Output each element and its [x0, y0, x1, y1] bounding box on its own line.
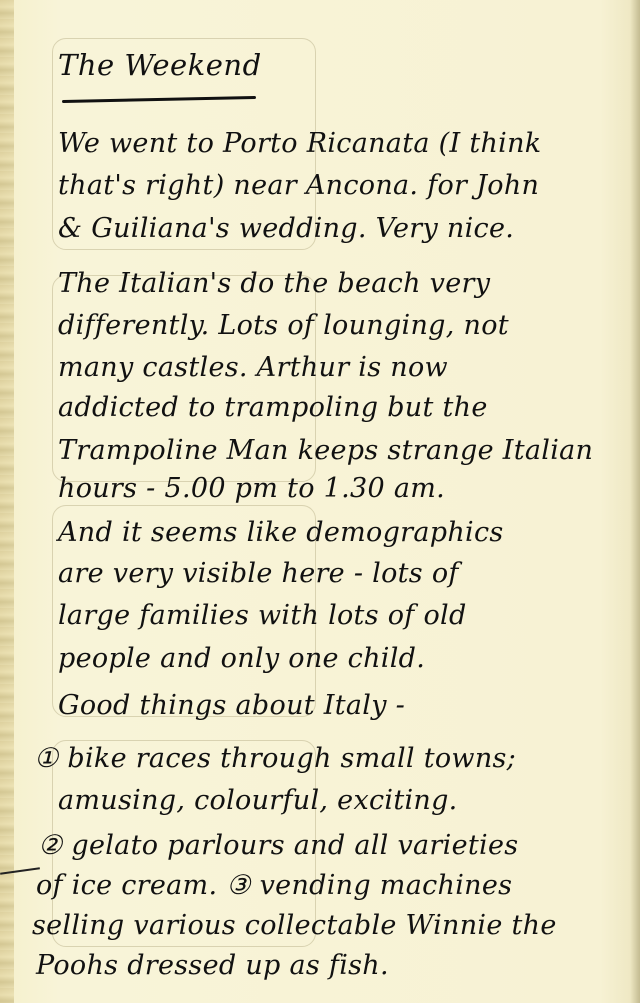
note-line: that's right) near Ancona. for John	[58, 170, 540, 201]
torn-page-edge	[0, 0, 14, 1003]
note-line: hours - 5.00 pm to 1.30 am.	[58, 473, 446, 504]
note-line: selling various collectable Winnie the	[32, 910, 557, 941]
note-line: & Guiliana's wedding. Very nice.	[58, 213, 515, 244]
note-line: We went to Porto Ricanata (I think	[58, 128, 542, 159]
note-line: large families with lots of old	[58, 600, 467, 631]
note-line: people and only one child.	[58, 643, 426, 674]
note-line: are very visible here - lots of	[58, 558, 459, 589]
note-line: The Italian's do the beach very	[58, 268, 491, 299]
note-line: ② gelato parlours and all varieties	[38, 830, 519, 861]
note-title: The Weekend	[58, 48, 262, 82]
note-line: Good things about Italy -	[58, 690, 406, 721]
note-line: Trampoline Man keeps strange Italian	[58, 435, 594, 466]
note-line: amusing, colourful, exciting.	[58, 785, 458, 816]
note-line: And it seems like demographics	[58, 517, 504, 548]
note-line: Poohs dressed up as fish.	[36, 950, 389, 981]
note-line: addicted to trampoling but the	[58, 392, 488, 423]
note-line: differently. Lots of lounging, not	[58, 310, 509, 341]
note-line: of ice cream. ③ vending machines	[36, 870, 513, 901]
page-edge-shadow	[630, 0, 640, 1003]
note-line: many castles. Arthur is now	[58, 352, 448, 383]
note-line: ① bike races through small towns;	[34, 743, 517, 774]
